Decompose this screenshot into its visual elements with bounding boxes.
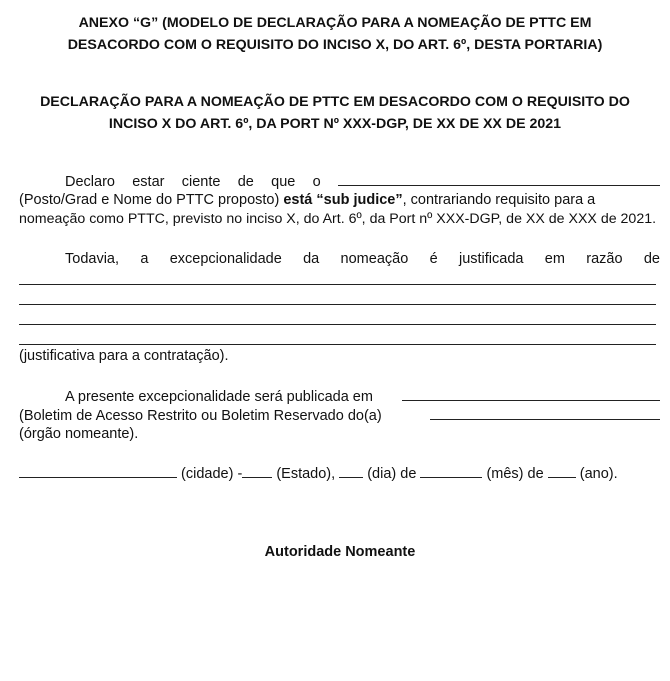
name-blank[interactable] xyxy=(338,171,660,186)
city-blank[interactable] xyxy=(19,463,177,478)
para1-word: Declaro xyxy=(65,174,115,190)
para2-word: nomeação xyxy=(340,251,409,267)
para3-line3: (órgão nomeante). xyxy=(19,426,139,442)
para2-word: a xyxy=(140,251,149,267)
year-label: (ano). xyxy=(579,466,618,482)
day-blank[interactable] xyxy=(339,463,363,478)
annex-title-line2: DESACORDO COM O REQUISITO DO INCISO X, DO ART. 6º, DESTA PORTARIA) xyxy=(67,37,603,53)
annex-title-line1: ANEXO “G” (MODELO DE DECLARAÇÃO PARA A NOMEAÇÃO DE PTTC EM xyxy=(78,15,592,31)
para2-end: (justificativa para a contratação). xyxy=(19,348,229,364)
para2-word: razão xyxy=(586,251,623,267)
year-blank[interactable] xyxy=(548,463,576,478)
para2-word: Todavia, xyxy=(65,251,120,267)
para2-word: é xyxy=(429,251,438,267)
signature-label: Autoridade Nomeante xyxy=(264,544,416,560)
para1-line3: nomeação como PTTC, previsto no inciso X, do Art. 6º, da Port nº XXX-DGP, de XX de XXX de 2021. xyxy=(19,211,657,227)
para1-word: o xyxy=(312,174,321,190)
justification-blank-line[interactable] xyxy=(19,304,656,305)
state-blank[interactable] xyxy=(242,463,272,478)
city-label: (cidade) - xyxy=(181,466,243,482)
para3-line1 xyxy=(19,386,660,407)
para2-word: excepcionalidade xyxy=(169,251,282,267)
para3-line1-text: A presente excepcionalidade será publicada em xyxy=(65,389,373,405)
para2-line1 xyxy=(19,249,660,269)
organ-blank[interactable] xyxy=(430,405,660,420)
para1-word: estar xyxy=(132,174,165,190)
state-label: (Estado), xyxy=(276,466,336,482)
posto-grad-label: (Posto/Grad e Nome do PTTC proposto) xyxy=(19,192,280,208)
para2-word: justificada xyxy=(458,251,524,267)
declaration-title-line2: INCISO X DO ART. 6º, DA PORT Nº XXX-DGP, DE XX DE XX DE 2021 xyxy=(108,116,562,132)
para1-line1 xyxy=(19,171,660,192)
para2-word: em xyxy=(544,251,565,267)
para1-word: que xyxy=(271,174,296,190)
bulletin-blank[interactable] xyxy=(402,386,660,401)
day-label: (dia) de xyxy=(367,466,417,482)
para2-word: de xyxy=(643,251,660,267)
para1-line2-end: , contrariando requisito para a xyxy=(402,192,596,208)
month-label: (mês) de xyxy=(486,466,544,482)
date-line xyxy=(19,463,660,484)
declaration-title-line1: DECLARAÇÃO PARA A NOMEAÇÃO DE PTTC EM DESACORDO COM O REQUISITO DO xyxy=(40,94,630,110)
justification-blank-line[interactable] xyxy=(19,284,656,285)
justification-blank-line[interactable] xyxy=(19,344,656,345)
para1-line2-start xyxy=(19,190,595,210)
sub-judice-text: está “sub judice” xyxy=(283,192,403,208)
month-blank[interactable] xyxy=(420,463,482,478)
para1-word: ciente xyxy=(181,174,221,190)
para3-line2 xyxy=(19,405,660,426)
para2-word: da xyxy=(303,251,320,267)
justification-blank-line[interactable] xyxy=(19,324,656,325)
para3-line2-text: (Boletim de Acesso Restrito ou Boletim Reservado do(a) xyxy=(19,408,382,424)
para1-word: de xyxy=(237,174,254,190)
para1-line2 xyxy=(19,190,660,210)
